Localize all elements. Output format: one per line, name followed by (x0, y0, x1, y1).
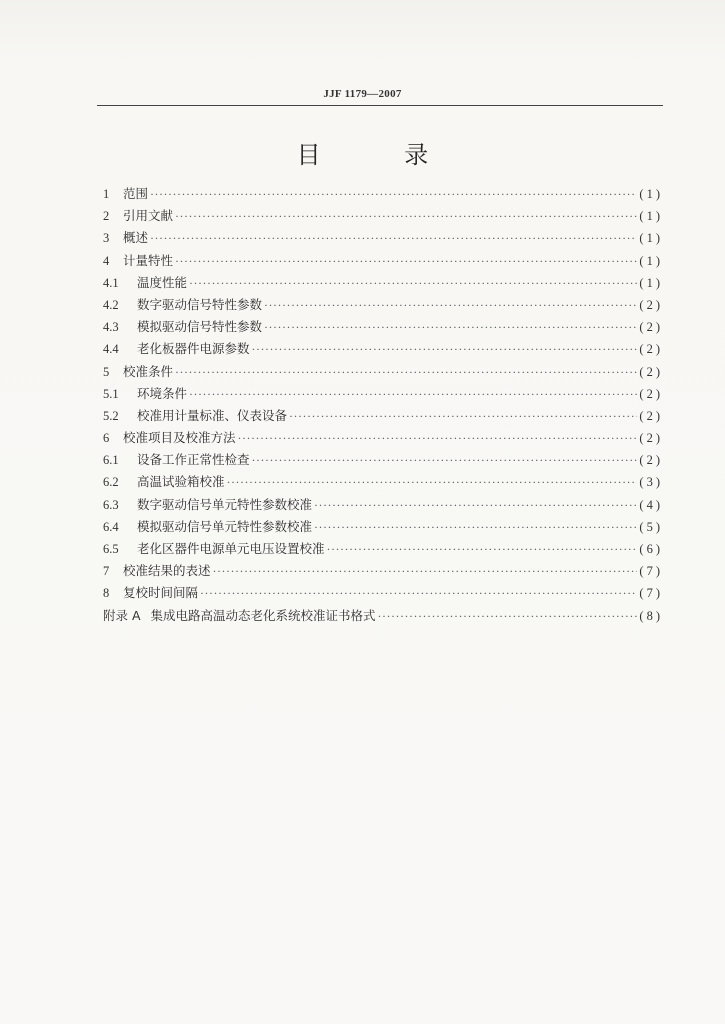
toc-entry[interactable] (103, 362, 663, 384)
toc-entry[interactable] (103, 583, 663, 605)
toc-entry-number: 3 (103, 231, 110, 246)
toc-entry-page: (7) (639, 564, 663, 579)
toc-entry-number: 1 (103, 187, 110, 201)
toc-entry-page: (2) (639, 386, 663, 401)
toc-entry[interactable] (103, 251, 663, 273)
toc-entry-page: (1) (639, 187, 663, 201)
toc-entry-page: (1) (639, 275, 663, 290)
toc-leader-dots (327, 542, 638, 557)
toc-leader-dots (189, 387, 637, 402)
toc-entry-label: 数字驱动信号特性参数 (137, 296, 263, 312)
toc-entry-page: (3) (639, 475, 663, 490)
toc-leader-dots (175, 254, 637, 269)
toc-entry-label: 校准结果的表述 (123, 563, 211, 579)
toc-entry-number: 附录 A (103, 607, 141, 623)
toc-entry-number: 4.4 (103, 342, 119, 357)
toc-leader-dots (314, 520, 637, 535)
toc-entry-page: (2) (639, 297, 663, 312)
toc-entry-label: 老化区器件电源单元电压设置校准 (137, 541, 325, 556)
toc-leader-dots (264, 298, 637, 313)
toc-entry-number: 5.1 (103, 386, 119, 401)
toc-entry-label: 复校时间间隔 (123, 585, 199, 601)
toc-entry-page: (1) (639, 231, 663, 246)
toc-entry[interactable] (103, 539, 663, 561)
toc-entry-label: 老化板器件电源参数 (137, 341, 250, 357)
toc-entry-number: 6 (103, 431, 110, 446)
toc-entry-page: (5) (639, 519, 663, 534)
toc-entry-page: (2) (639, 364, 663, 379)
toc-leader-dots (227, 475, 638, 490)
toc-entry-page: (6) (639, 542, 663, 556)
toc-leader-dots (238, 431, 638, 446)
toc-entry-number: 4 (103, 253, 110, 268)
toc-leader-dots (378, 609, 638, 624)
toc-entry-label: 温度性能 (137, 274, 188, 290)
toc-entry-number: 4.1 (103, 275, 119, 290)
toc-leader-dots (150, 231, 637, 246)
toc-leader-dots (175, 209, 637, 224)
toc-entry-label: 设备工作正常性检查 (137, 452, 250, 468)
toc-entry-label: 模拟驱动信号特性参数 (137, 319, 263, 335)
toc-entry[interactable] (103, 561, 663, 583)
toc-leader-dots (150, 187, 637, 202)
toc-entry-number: 6.3 (103, 497, 119, 512)
toc-entry-page: (2) (639, 342, 663, 357)
toc-entry-label: 数字驱动信号单元特性参数校准 (137, 496, 313, 512)
toc-leader-dots (314, 498, 637, 513)
toc-leader-dots (189, 276, 637, 291)
toc-entry[interactable] (103, 295, 663, 317)
toc-entry-label: 集成电路高温动态老化系统校准证书格式 (150, 607, 376, 623)
toc-entry-label: 校准用计量标准、仪表设备 (137, 407, 288, 423)
toc-leader-dots (289, 409, 637, 424)
toc-entry-page: (1) (639, 209, 663, 224)
standard-code: JJF 1179—2007 (323, 88, 402, 100)
toc-entry-page: (2) (639, 320, 663, 335)
toc-entry-page: (2) (639, 431, 663, 446)
toc-title: 目 录 (296, 141, 467, 169)
toc-entry[interactable] (103, 184, 663, 206)
toc-entry-number: 5.2 (103, 408, 119, 423)
toc-entry-number: 6.5 (103, 542, 119, 556)
toc-list (103, 184, 663, 628)
toc-entry-page: (4) (639, 497, 663, 512)
toc-entry[interactable] (103, 273, 663, 295)
toc-entry-number: 2 (103, 209, 110, 224)
toc-entry[interactable] (103, 450, 663, 472)
toc-entry-label: 引用文献 (123, 208, 174, 224)
toc-entry[interactable] (103, 406, 663, 428)
toc-leader-dots (252, 453, 638, 468)
toc-entry-label: 范围 (123, 186, 149, 201)
toc-entry[interactable] (103, 206, 663, 228)
toc-entry-number: 6.1 (103, 453, 119, 468)
toc-entry-number: 4.2 (103, 297, 119, 312)
toc-leader-dots (252, 342, 638, 357)
toc-entry[interactable] (103, 228, 663, 250)
toc-entry[interactable] (103, 606, 663, 628)
toc-leader-dots (200, 586, 637, 601)
toc-entry-page: (1) (639, 253, 663, 268)
toc-entry-label: 校准条件 (123, 363, 174, 379)
toc-leader-dots (213, 564, 638, 579)
toc-entry-number: 7 (103, 564, 110, 579)
toc-entry[interactable] (103, 317, 663, 339)
toc-entry-number: 4.3 (103, 320, 119, 335)
toc-entry-number: 8 (103, 586, 110, 601)
toc-entry-page: (2) (639, 453, 663, 468)
toc-entry-label: 概述 (123, 230, 149, 246)
toc-entry-number: 6.4 (103, 519, 119, 534)
toc-entry[interactable] (103, 472, 663, 494)
toc-entry-label: 计量特性 (123, 252, 174, 268)
toc-entry-page: (8) (639, 608, 663, 623)
toc-entry-number: 5 (103, 364, 110, 379)
header-rule (97, 105, 663, 106)
toc-entry[interactable] (103, 495, 663, 517)
toc-entry-label: 环境条件 (137, 385, 188, 401)
toc-entry-page: (2) (639, 408, 663, 423)
toc-leader-dots (175, 365, 637, 380)
toc-leader-dots (264, 320, 637, 335)
toc-entry-number: 6.2 (103, 475, 119, 490)
toc-entry-label: 模拟驱动信号单元特性参数校准 (137, 518, 313, 534)
toc-entry[interactable] (103, 428, 663, 450)
toc-entry-page: (7) (639, 586, 663, 601)
toc-entry[interactable] (103, 384, 663, 406)
toc-entry[interactable] (103, 517, 663, 539)
toc-entry-label: 高温试验箱校准 (137, 474, 225, 490)
toc-entry[interactable] (103, 339, 663, 361)
toc-entry-label: 校准项目及校准方法 (123, 430, 236, 446)
